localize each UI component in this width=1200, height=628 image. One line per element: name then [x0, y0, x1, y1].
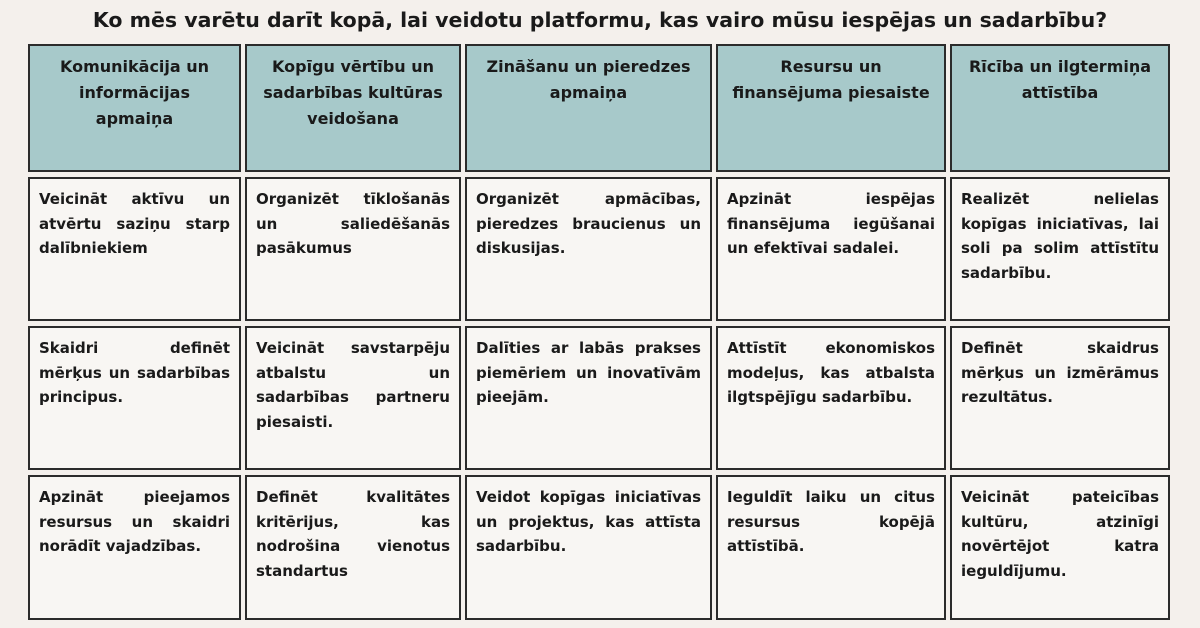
table-cell: Organizēt apmācības, pieredzes braucienus un diskusijas. — [465, 177, 712, 321]
page-title: Ko mēs varētu darīt kopā, lai veidotu platformu, kas vairo mūsu iespējas un sadarbību? — [92, 8, 1108, 32]
table-cell: Skaidri definēt mērķus un sadarbības principus. — [28, 326, 241, 470]
table-cell: Attīstīt ekonomiskos modeļus, kas atbalsta ilgtspējīgu sadarbību. — [716, 326, 946, 470]
table-cell: Apzināt pieejamos resursus un skaidri norādīt vajadzības. — [28, 475, 241, 620]
column-header-resources: Resursu un finansējuma piesaiste — [716, 44, 946, 172]
table-cell: Veicināt aktīvu un atvērtu saziņu starp dalībniekiem — [28, 177, 241, 321]
table-cell: Realizēt nelielas kopīgas iniciatīvas, lai soli pa solim attīstītu sadarbību. — [950, 177, 1170, 321]
table-cell: Veicināt savstarpēju atbalstu un sadarbības partneru piesaisti. — [245, 326, 461, 470]
column-header-knowledge: Zināšanu un pieredzes apmaiņa — [465, 44, 712, 172]
column-header-action: Rīcība un ilgtermiņa attīstība — [950, 44, 1170, 172]
table-cell: Organizēt tīklošanās un saliedēšanās pasākumus — [245, 177, 461, 321]
table-cell: Veidot kopīgas iniciatīvas un projektus, kas attīsta sadarbību. — [465, 475, 712, 620]
table-cell: Dalīties ar labās prakses piemēriem un inovatīvām pieejām. — [465, 326, 712, 470]
table-cell: Ieguldīt laiku un citus resursus kopējā attīstībā. — [716, 475, 946, 620]
column-header-values-culture: Kopīgu vērtību un sadarbības kultūras veidošana — [245, 44, 461, 172]
table-cell: Veicināt pateicības kultūru, atzinīgi novērtējot katra ieguldījumu. — [950, 475, 1170, 620]
table-cell: Definēt skaidrus mērķus un izmērāmus rezultātus. — [950, 326, 1170, 470]
column-header-communication: Komunikācija un informācijas apmaiņa — [28, 44, 241, 172]
table-cell: Definēt kvalitātes kritērijus, kas nodrošina vienotus standartus — [245, 475, 461, 620]
table-cell: Apzināt iespējas finansējuma iegūšanai un efektīvai sadalei. — [716, 177, 946, 321]
